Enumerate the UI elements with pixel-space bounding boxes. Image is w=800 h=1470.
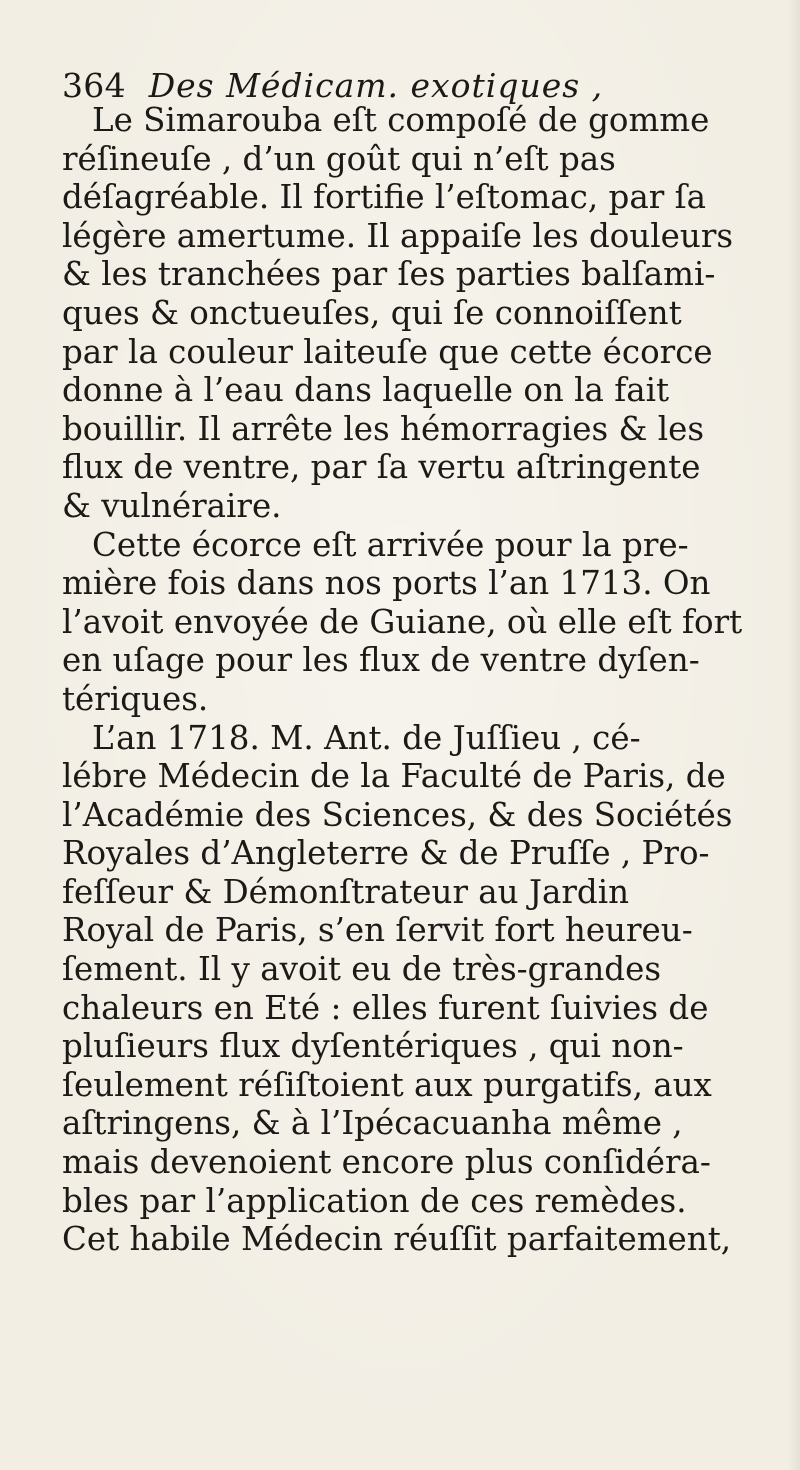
text-line: l’Académie des Sciences, & des Sociétés: [62, 795, 733, 834]
text-line: feſſeur & Démonſtrateur au Jardin: [62, 872, 630, 911]
running-title: Des Médicam. exotiques ,: [148, 66, 604, 105]
page-number: 364: [62, 66, 126, 105]
text-line: tériques.: [62, 679, 209, 718]
text-line: par la couleur laiteuſe que cette écorce: [62, 332, 713, 371]
page-header: [62, 66, 742, 106]
text-line: ques & onctueuſes, qui ſe connoiſſent: [62, 293, 682, 332]
text-line: & vulnéraire.: [62, 486, 282, 525]
text-line: L’an 1718. M. Ant. de Juſſieu , cé-: [92, 718, 641, 757]
text-line: & les tranchées par ſes parties balſami-: [62, 255, 716, 294]
text-line: flux de ventre, par ſa vertu aſtringente: [62, 448, 701, 487]
text-line: pluſieurs flux dyſentériques , qui non-: [62, 1027, 684, 1066]
text-line: Royal de Paris, s’en ſervit fort heureu-: [62, 911, 693, 950]
text-line: mais devenoient encore plus conſidéra-: [62, 1143, 711, 1182]
text-line: aſtringens, & à l’Ipécacuanha même ,: [62, 1104, 683, 1143]
page-edge-shadow: [788, 0, 800, 1470]
text-line: ſement. Il y avoit eu de très-grandes: [62, 950, 662, 989]
text-line: ſeulement réſiſtoient aux purgatifs, aux: [62, 1065, 712, 1104]
text-line: chaleurs en Eté : elles furent ſuivies de: [62, 988, 709, 1027]
text-line: bouillir. Il arrête les hémorragies & les: [62, 409, 705, 448]
text-line: Royales d’Angleterre & de Pruſſe , Pro-: [62, 834, 710, 873]
text-line: en uſage pour les flux de ventre dyſen-: [62, 641, 700, 680]
text-line: Cet habile Médecin réuſſit parfaitement,: [62, 1220, 732, 1259]
text-line: mière fois dans nos ports l’an 1713. On: [62, 564, 711, 603]
text-line: lébre Médecin de la Faculté de Paris, de: [62, 757, 726, 796]
text-line: donne à l’eau dans laquelle on la fait: [62, 371, 670, 410]
text-line: Cette écorce eſt arrivée pour la pre-: [92, 525, 689, 564]
text-line: légère amertume. Il appaiſe les douleurs: [62, 216, 734, 255]
text-line: l’avoit envoyée de Guiane, où elle eſt fort: [62, 602, 743, 641]
text-line: réſineuſe , d’un goût qui n’eſt pas: [62, 139, 616, 178]
text-line: déſagréable. Il fortifie l’eſtomac, par ſa: [62, 178, 707, 217]
text-line: Le Simarouba eſt compoſé de gomme: [92, 101, 710, 139]
body-text: [62, 101, 742, 1259]
text-line: bles par l’application de ces remèdes.: [62, 1181, 687, 1220]
